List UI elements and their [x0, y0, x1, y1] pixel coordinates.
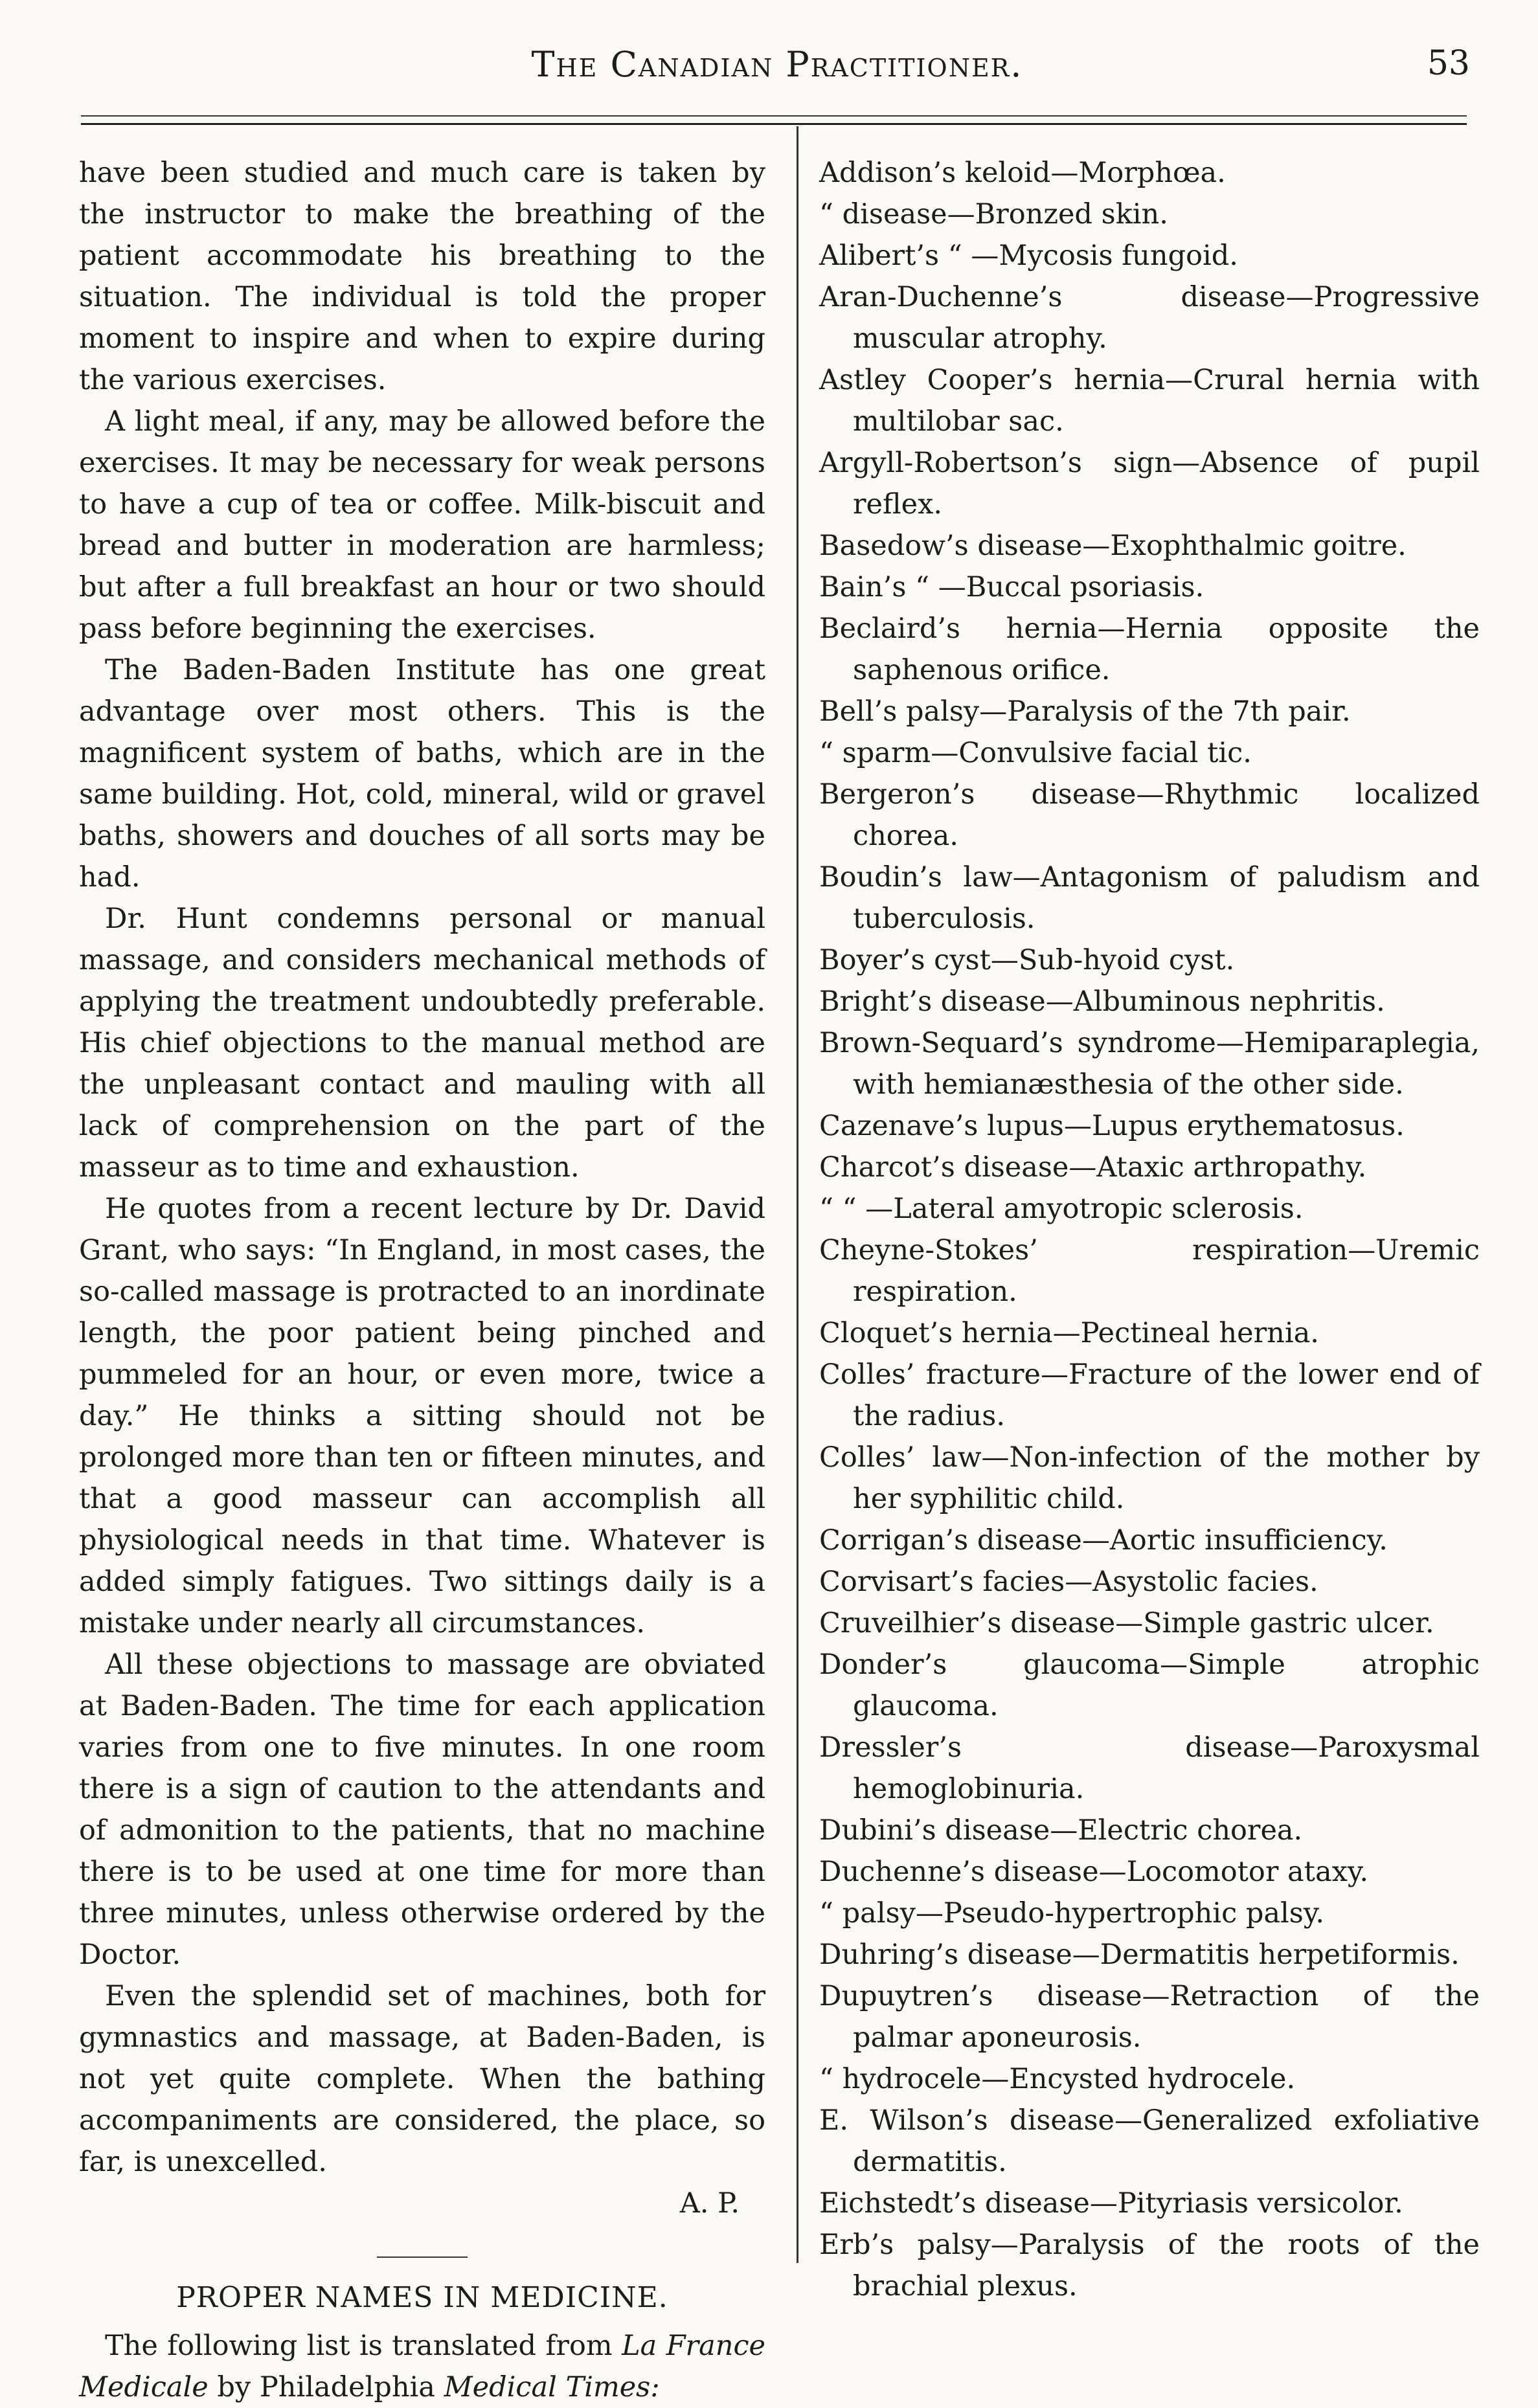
paragraph: The Baden-Baden Institute has one great advantage over most others. This is the magnificent system of baths, which are in the same building. Hot, cold, mineral, wild or gravel baths, showers and douches of all sorts may be had. [79, 654, 765, 894]
list-item: Argyll-Robertson’s sign—Absence of pupil reflex. [819, 447, 1480, 521]
page-number: 53 [1427, 44, 1470, 83]
list-item: Brown-Sequard’s syndrome—Hemiparaplegia, with hemianæsthesia of the other side. [819, 1027, 1480, 1101]
intro-lead: The following list is translated from [105, 2330, 613, 2362]
left-column [79, 152, 765, 2408]
list-item: “ sparm—Convulsive facial tic. [819, 737, 1252, 769]
list-item: “ hydrocele—Encysted hydrocele. [819, 2063, 1296, 2095]
list-item: Donder’s glaucoma—Simple atrophic glaucoma. [819, 1648, 1480, 1722]
list-item: Alibert’s “ —Mycosis fungoid. [819, 240, 1238, 272]
list-item: Astley Cooper’s hernia—Crural hernia with multilobar sac. [819, 364, 1480, 438]
right-column [819, 152, 1480, 2307]
intro-source-2: Medical Times: [444, 2371, 660, 2403]
list-item: Bain’s “ —Buccal psoriasis. [819, 571, 1204, 603]
intro-paragraph [79, 2325, 765, 2408]
list-item: Basedow’s disease—Exophthalmic goitre. [819, 530, 1407, 562]
intro-source-1: La France Medicale [79, 2330, 765, 2403]
list-item: Cheyne-Stokes’ respiration—Uremic respiration. [819, 1234, 1480, 1308]
list-item: Charcot’s disease—Ataxic arthropathy. [819, 1151, 1367, 1184]
list-item: Erb’s palsy—Paralysis of the roots of the brachial plexus. [819, 2229, 1480, 2302]
list-item: Boyer’s cyst—Sub-hyoid cyst. [819, 944, 1235, 976]
list-item: Colles’ law—Non-infection of the mother by her syphilitic child. [819, 1441, 1480, 1515]
list-item: Duhring’s disease—Dermatitis herpetiformis. [819, 1939, 1460, 1971]
list-item: Cruveilhier’s disease—Simple gastric ulcer. [819, 1607, 1434, 1639]
list-item: Dupuytren’s disease—Retraction of the palmar aponeurosis. [819, 1980, 1480, 2054]
list-item: “ “ —Lateral amyotropic sclerosis. [819, 1193, 1304, 1225]
list-item: Aran-Duchenne’s disease—Progressive muscular atrophy. [819, 281, 1480, 355]
paragraph: Even the splendid set of machines, both for gymnastics and massage, at Baden-Baden, is not yet quite complete. When the bathing accompaniments are considered, the place, so far, is unexcelled. [79, 1980, 765, 2178]
paragraph: Dr. Hunt condemns personal or manual massage, and considers mechanical methods of applying the treatment undoubtedly preferable. His chief objections to the manual method are the unpleasant contact and mauling with all lack of comprehension on the part of the masseur as to time and exhaustion. [79, 903, 765, 1184]
list-item: Cazenave’s lupus—Lupus erythematosus. [819, 1110, 1405, 1142]
running-title: The Canadian Practitioner. [531, 44, 1023, 85]
list-item: Dubini’s disease—Electric chorea. [819, 1814, 1303, 1847]
list-item: Duchenne’s disease—Locomotor ataxy. [819, 1856, 1369, 1888]
header-rule [81, 115, 1467, 117]
list-item: Dressler’s disease—Paroxysmal hemoglobinuria. [819, 1731, 1480, 1805]
list-item: “ palsy—Pseudo-hypertrophic palsy. [819, 1897, 1325, 1930]
section-divider [377, 2256, 468, 2258]
list-item: Corvisart’s facies—Asystolic facies. [819, 1566, 1318, 1598]
list-item: Bergeron’s disease—Rhythmic localized chorea. [819, 778, 1480, 852]
list-item: E. Wilson’s disease—Generalized exfoliative dermatitis. [819, 2104, 1480, 2178]
intro-middle: by Philadelphia [217, 2371, 435, 2403]
list-item: “ disease—Bronzed skin. [819, 198, 1168, 231]
page-header [71, 44, 1483, 102]
paragraph: He quotes from a recent lecture by Dr. David Grant, who says: “In England, in most cases, the so-called massage is protracted to an inordinate length, the poor patient being pinched and pummeled for an hour, or even more, twice a day.” He thinks a sitting should not be prolonged more than ten or fifteen minutes, and that a good masseur can accomplish all physiological needs in that time. Whatever is added simply fatigues. Two sittings daily is a mistake under nearly all circumstances. [79, 1193, 765, 1639]
list-item: Bright’s disease—Albuminous nephritis. [819, 985, 1385, 1018]
header-rule-double [81, 123, 1467, 125]
list-item: Cloquet’s hernia—Pectineal hernia. [819, 1317, 1319, 1349]
list-item: Boudin’s law—Antagonism of paludism and tuberculosis. [819, 861, 1480, 935]
author-signature: A. P. [679, 2187, 740, 2220]
list-item: Corrigan’s disease—Aortic insufficiency. [819, 1524, 1388, 1557]
column-divider [797, 126, 798, 2263]
section-heading: PROPER NAMES IN MEDICINE. [176, 2281, 668, 2314]
list-item: Addison’s keloid—Morphœa. [819, 157, 1226, 189]
list-item: Beclaird’s hernia—Hernia opposite the saphenous orifice. [819, 613, 1480, 686]
paragraph: All these objections to massage are obviated at Baden-Baden. The time for each application varies from one to five minutes. In one room there is a sign of caution to the attendants and of admonition to the patients, that no machine there is to be used at one time for more than three minutes, unless otherwise ordered by the Doctor. [79, 1648, 765, 1971]
paragraph: A light meal, if any, may be allowed before the exercises. It may be necessary for weak persons to have a cup of tea or coffee. Milk-biscuit and bread and butter in moderation are harmless; but after a full breakfast an hour or two should pass before beginning the exercises. [79, 405, 765, 645]
list-item: Bell’s palsy—Paralysis of the 7th pair. [819, 695, 1351, 728]
list-item: Colles’ fracture—Fracture of the lower end of the radius. [819, 1358, 1480, 1432]
list-item: Eichstedt’s disease—Pityriasis versicolor. [819, 2187, 1403, 2220]
paragraph: have been studied and much care is taken by the instructor to make the breathing of the patient accommodate his breathing to the situation. The individual is told the proper moment to inspire and when to expire during the various exercises. [79, 157, 765, 396]
